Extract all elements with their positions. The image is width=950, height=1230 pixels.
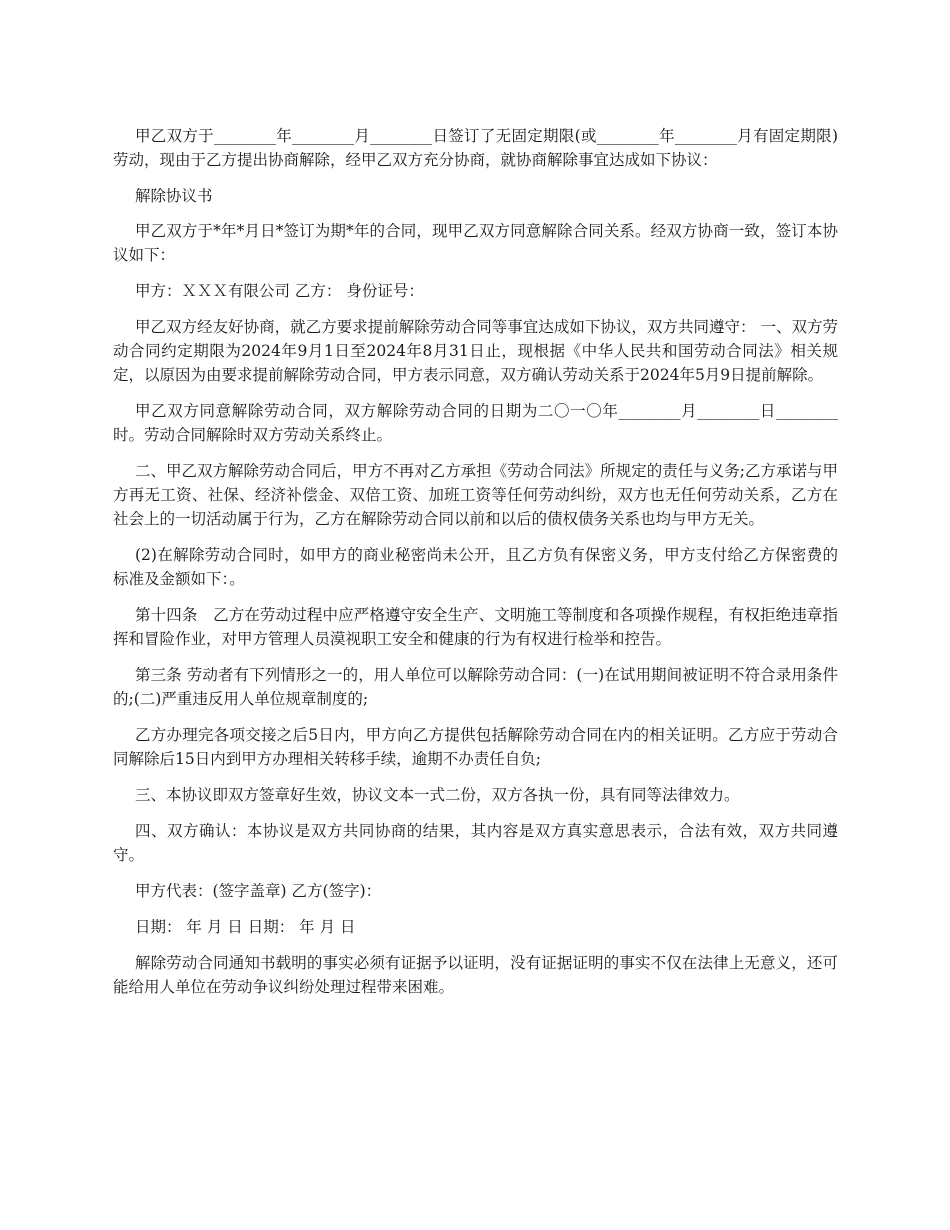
paragraph-parties: 甲方：ＸＸＸ有限公司 乙方： 身份证号： [135,282,424,300]
paragraph-clause-four: 四、双方确认：本协议是双方共同协商的结果，其内容是双方真实意思表示，合法有效，双方共同遵守。 [113,822,838,864]
paragraph-notice: 解除劳动合同通知书载明的事实必须有证据予以证明，没有证据证明的事实不仅在法律上无意义，还可能给用人单位在劳动争议纠纷处理过程带来困难。 [113,954,838,996]
paragraph-clause-three: 三、本协议即双方签章好生效，协议文本一式二份，双方各执一份，具有同等法律效力。 [135,786,740,804]
paragraph-termination-date: 甲乙双方同意解除劳动合同，双方解除劳动合同的日期为二〇一〇年________月________日________时。劳动合同解除时双方劳动关系终止。 [113,402,838,444]
paragraph-dates: 日期： 年 月 日 日期： 年 月 日 [135,918,356,936]
paragraph-title: 解除协议书 [135,187,213,205]
paragraph-confidentiality: (2)在解除劳动合同时，如甲方的商业秘密尚未公开，且乙方负有保密义务，甲方支付给乙方保密费的标准及金额如下：。 [113,546,838,588]
paragraph-signatures: 甲方代表：(签字盖章) 乙方(签字)： [135,882,382,900]
paragraph-agreement-intro: 甲乙双方于________年________月________日签订了无固定期限(或________年________月有固定期限)劳动，现由于乙方提出协商解除，经甲乙双方充分协商，就协商解除事宜达成如下协议： [113,127,838,169]
paragraph-clause-two: 二、甲乙双方解除劳动合同后，甲方不再对乙方承担《劳动合同法》所规定的责任与义务;乙方承诺与甲方再无工资、社保、经济补偿金、双倍工资、加班工资等任何劳动纠纷，双方也无任何劳动关系，乙方在社会上的一切活动属于行为，乙方在解除劳动合同以前和以后的债权债务关系也均与甲方无关。 [113,462,838,528]
document-body [113,124,838,1011]
paragraph-article-fourteen: 第十四条 乙方在劳动过程中应严格遵守安全生产、文明施工等制度和各项操作规程，有权拒绝违章指挥和冒险作业，对甲方管理人员漠视职工安全和健康的行为有权进行检举和控告。 [113,606,838,648]
paragraph-handover: 乙方办理完各项交接之后5日内，甲方向乙方提供包括解除劳动合同在内的相关证明。乙方应于劳动合同解除后15日内到甲方办理相关转移手续，逾期不办责任自负; [113,726,838,768]
paragraph-article-three: 第三条 劳动者有下列情形之一的，用人单位可以解除劳动合同：(一)在试用期间被证明不符合录用条件的;(二)严重违反用人单位规章制度的; [113,666,838,708]
paragraph-contract-release: 甲乙双方于*年*月日*签订为期*年的合同，现甲乙双方同意解除合同关系。经双方协商一致，签订本协议如下： [113,222,838,264]
paragraph-clause-one: 甲乙双方经友好协商，就乙方要求提前解除劳动合同等事宜达成如下协议，双方共同遵守： 一、双方劳动合同约定期限为2024年9月1日至2024年8月31日止，现根据《中华人民共和国劳动合同法》相关规定，以原因为由要求提前解除劳动合同，甲方表示同意，双方确认劳动关系于2024年5月9日提前解除。 [113,318,838,384]
